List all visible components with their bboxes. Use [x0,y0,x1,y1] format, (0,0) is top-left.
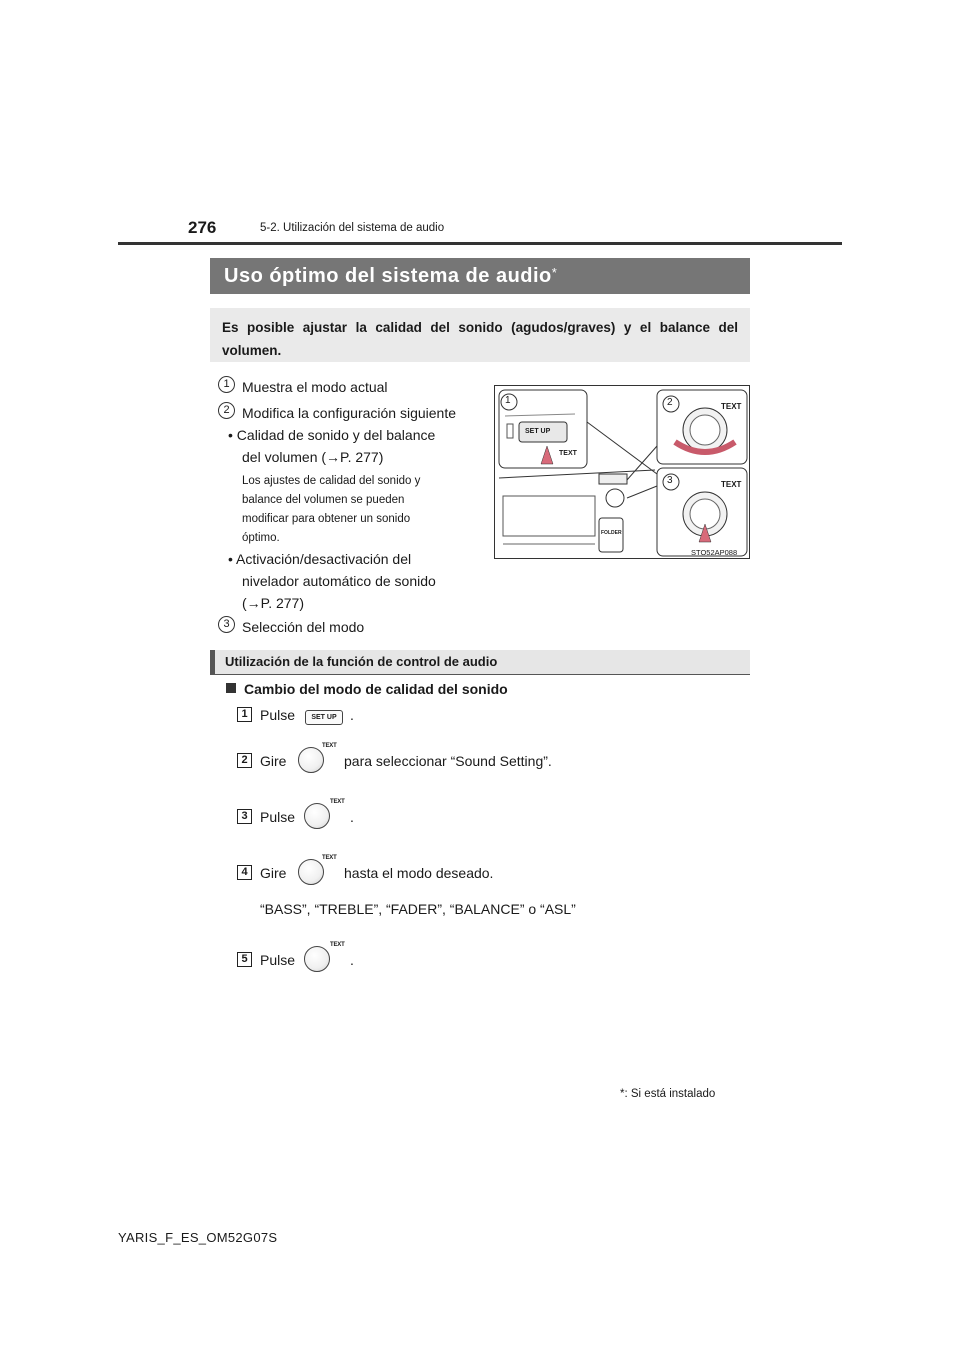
section-path: 5-2. Utilización del sistema de audio [260,222,445,234]
step-1-before: Pulse [260,707,296,723]
square-bullet-icon [226,683,236,693]
page-title [210,258,750,294]
header-divider [118,242,842,245]
section-subheading: Utilización de la función de control de audio [210,650,750,674]
step-3-after: . [350,809,354,825]
knob-text-label: TEXT [322,743,337,749]
item-3-text: Selección del modo [242,619,365,635]
figure-callout-1: 1 [505,395,511,406]
knob-text-label: TEXT [322,855,337,861]
modes-list: “BASS”, “TREBLE”, “FADER”, “BALANCE” o “ASL” [260,901,576,917]
text-knob-icon [304,803,330,829]
bullet-2-line3: (→P. 277) [242,595,304,611]
note-line-2: balance del volumen se pueden [242,494,405,506]
page-title-text: Uso óptimo del sistema de audio [224,265,552,287]
footnote-mark: * [620,1088,625,1100]
note-line-1: Los ajustes de calidad del sonido y [242,475,421,487]
procedure-title: Cambio del modo de calidad del sonido [244,681,508,697]
bullet-1-line1: • Calidad de sonido y del balance [228,427,436,443]
subheading-rule [210,674,750,675]
figure-callout-2: 2 [667,397,673,408]
asterisk-mark: * [551,265,558,280]
step-4-number: 4 [237,865,252,880]
text-knob-icon [304,946,330,972]
setup-button-icon: SET UP [305,710,343,725]
step-4-before: Gire [260,865,287,881]
step-3-before: Pulse [260,809,296,825]
knob-text-label: TEXT [330,799,345,805]
figure-text-label-3: TEXT [721,480,742,489]
figure-code: STO52AP088 [691,548,738,557]
callout-3-marker: 3 [218,616,235,633]
document-code: YARIS_F_ES_OM52G07S [118,1230,278,1245]
text-knob-icon [298,859,324,885]
step-3-number: 3 [237,809,252,824]
step-5-before: Pulse [260,952,296,968]
note-line-3: modificar para obtener un sonido [242,513,411,525]
step-5-number: 5 [237,952,252,967]
audio-panel-drawing [495,386,750,559]
bullet-2-line1: • Activación/desactivación del [228,551,412,567]
footnote-text: : Si está instalado [624,1088,716,1100]
step-5-after: . [350,952,354,968]
figure-folder-label: FOLDER [601,530,622,536]
page-number: 276 [188,218,217,237]
audio-panel-illustration [494,385,750,559]
note-line-4: óptimo. [242,532,280,544]
text-knob-icon [298,747,324,773]
step-2-number: 2 [237,753,252,768]
step-2-after: para seleccionar “Sound Setting”. [344,753,552,769]
step-1-number: 1 [237,707,252,722]
callout-2-marker: 2 [218,402,235,419]
bullet-2-line2: nivelador automático de sonido [242,573,436,589]
figure-text-label-1: TEXT [559,450,577,457]
bullet-1-line2: del volumen (→P. 277) [242,449,384,465]
footnote [620,1088,715,1100]
intro-box: Es posible ajustar la calidad del sonido (agudos/graves) y el balance del volumen. [210,308,750,362]
step-2-before: Gire [260,753,287,769]
knob-text-label: TEXT [330,942,345,948]
step-4-after: hasta el modo deseado. [344,865,494,881]
step-1-after: . [350,707,354,723]
figure-callout-3: 3 [667,475,673,486]
figure-text-label-2: TEXT [721,402,742,411]
figure-setup-label: SET UP [525,428,551,435]
callout-1-marker: 1 [218,376,235,393]
item-1-text: Muestra el modo actual [242,379,388,395]
item-2-text: Modifica la configuración siguiente [242,405,457,421]
